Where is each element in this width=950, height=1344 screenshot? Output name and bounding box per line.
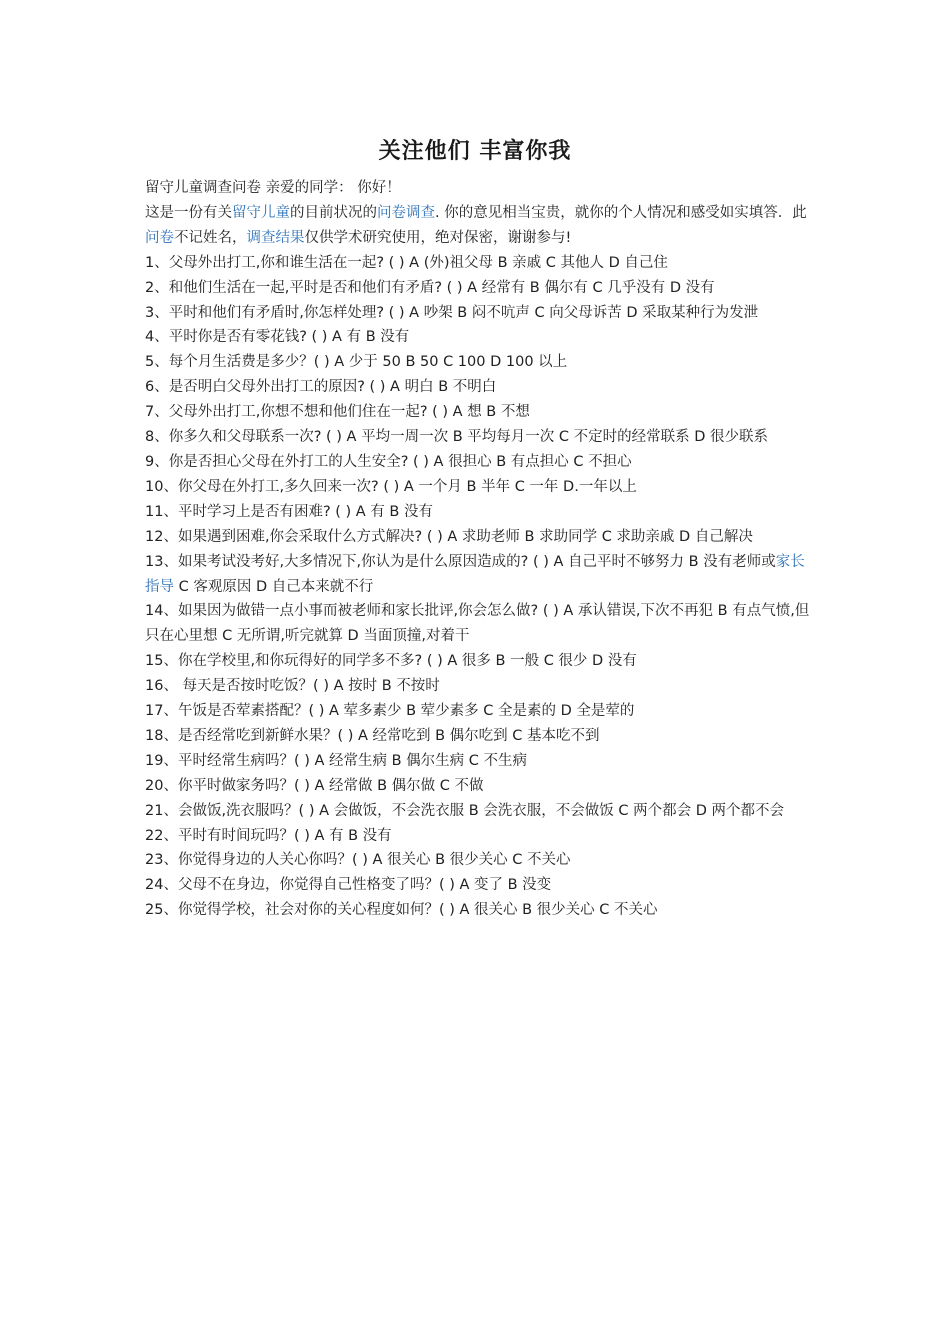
question-24: 24、父母不在身边，你觉得自己性格变了吗？( ) A 变了 B 没变 (145, 877, 552, 894)
question-19: 19、平时经常生病吗？( ) A 经常生病 B 偶尔生病 C 不生病 (145, 752, 528, 769)
question-6: 6、是否明白父母外出打工的原因? ( ) A 明白 B 不明白 (145, 379, 497, 396)
question-21: 21、会做饭,洗衣服吗？( ) A 会做饭，不会洗衣服 B 会洗衣服，不会做饭 C 两个都会 D 两个都不会 (145, 802, 785, 819)
question-13-text-2: C 客观原因 D 自己本来就不行 (174, 578, 374, 595)
question-2: 2、和他们生活在一起,平时是否和他们有矛盾? ( ) A 经常有 B 偶尔有 C 几乎没有 D 没有 (145, 279, 715, 296)
question-3: 3、平时和他们有矛盾时,你怎样处理? ( ) A 吵架 B 闷不吭声 C 向父母诉苦 D 采取某种行为发泄 (145, 304, 759, 321)
question-10: 10、你父母在外打工,多久回来一次? ( ) A 一个月 B 半年 C 一年 D.一年以上 (145, 478, 637, 495)
question-7: 7、父母外出打工,你想不想和他们住在一起? ( ) A 想 B 不想 (145, 404, 530, 421)
link-questionnaire-survey[interactable]: 问卷调查 (377, 204, 435, 221)
intro-text-4: 不记姓名， (174, 229, 247, 246)
question-16: 16、 每天是否按时吃饭？( ) A 按时 B 不按时 (145, 678, 440, 695)
question-22: 22、平时有时间玩吗？( ) A 有 B 没有 (145, 827, 392, 844)
intro-text-5: 仅供学术研究使用，绝对保密，谢谢参与! (304, 229, 572, 246)
link-parent-guidance[interactable]: 家长指导 (145, 553, 805, 595)
question-4: 4、平时你是否有零花钱? ( ) A 有 B 没有 (145, 329, 410, 346)
question-20: 20、你平时做家务吗？( ) A 经常做 B 偶尔做 C 不做 (145, 777, 484, 794)
question-25: 25、你觉得学校，社会对你的关心程度如何？( ) A 很关心 B 很少关心 C 不关心 (145, 902, 658, 919)
question-9: 9、你是否担心父母在外打工的人生安全? ( ) A 很担心 B 有点担心 C 不担心 (145, 453, 632, 470)
link-left-behind-children[interactable]: 留守儿童 (232, 204, 290, 221)
question-13-text-1: 13、如果考试没考好,大多情况下,你认为是什么原因造成的? ( ) A 自己平时不够努力 B 没有老师或 (145, 553, 776, 570)
intro-text-2: 的目前状况的 (290, 204, 377, 221)
greeting-line: 留守儿童调查问卷 亲爱的同学： 你好！ (145, 180, 401, 196)
intro-paragraph (145, 201, 813, 251)
question-14: 14、如果因为做错一点小事而被老师和家长批评,你会怎么做? ( ) A 承认错误,下次不再犯 B 有点气愤,但只在心里想 C 无所谓,听完就算 D 当面顶撞,对着干 (145, 603, 810, 645)
question-23: 23、你觉得身边的人关心你吗？( ) A 很关心 B 很少关心 C 不关心 (145, 852, 571, 869)
question-18: 18、是否经常吃到新鲜水果？( ) A 经常吃到 B 偶尔吃到 C 基本吃不到 (145, 727, 600, 744)
question-1: 1、父母外出打工,你和谁生活在一起? ( ) A (外)祖父母 B 亲戚 C 其他人 D 自己住 (145, 254, 668, 271)
question-12: 12、如果遇到困难,你会采取什么方式解决? ( ) A 求助老师 B 求助同学 C 求助亲戚 D 自己解决 (145, 528, 753, 545)
intro-text-3: . 你的意见相当宝贵，就你的个人情况和感受如实填答．此 (435, 204, 807, 221)
question-17: 17、午饭是否荤素搭配？( ) A 荤多素少 B 荤少素多 C 全是素的 D 全是荤的 (145, 703, 635, 720)
question-5: 5、每个月生活费是多少？( ) A 少于 50 B 50 C 100 D 100 以上 (145, 354, 568, 371)
question-13 (145, 550, 813, 600)
question-11: 11、平时学习上是否有困难? ( ) A 有 B 没有 (145, 503, 433, 520)
link-questionnaire[interactable]: 问卷 (145, 229, 174, 246)
link-survey-results[interactable]: 调查结果 (246, 229, 305, 246)
question-15: 15、你在学校里,和你玩得好的同学多不多? ( ) A 很多 B 一般 C 很少 D 没有 (145, 653, 637, 670)
question-8: 8、你多久和父母联系一次? ( ) A 平均一周一次 B 平均每月一次 C 不定时的经常联系 D 很少联系 (145, 429, 768, 446)
intro-text-1: 这是一份有关 (145, 204, 232, 221)
questionnaire-body (145, 176, 813, 923)
page-title: 关注他们 丰富你我 (378, 139, 572, 164)
